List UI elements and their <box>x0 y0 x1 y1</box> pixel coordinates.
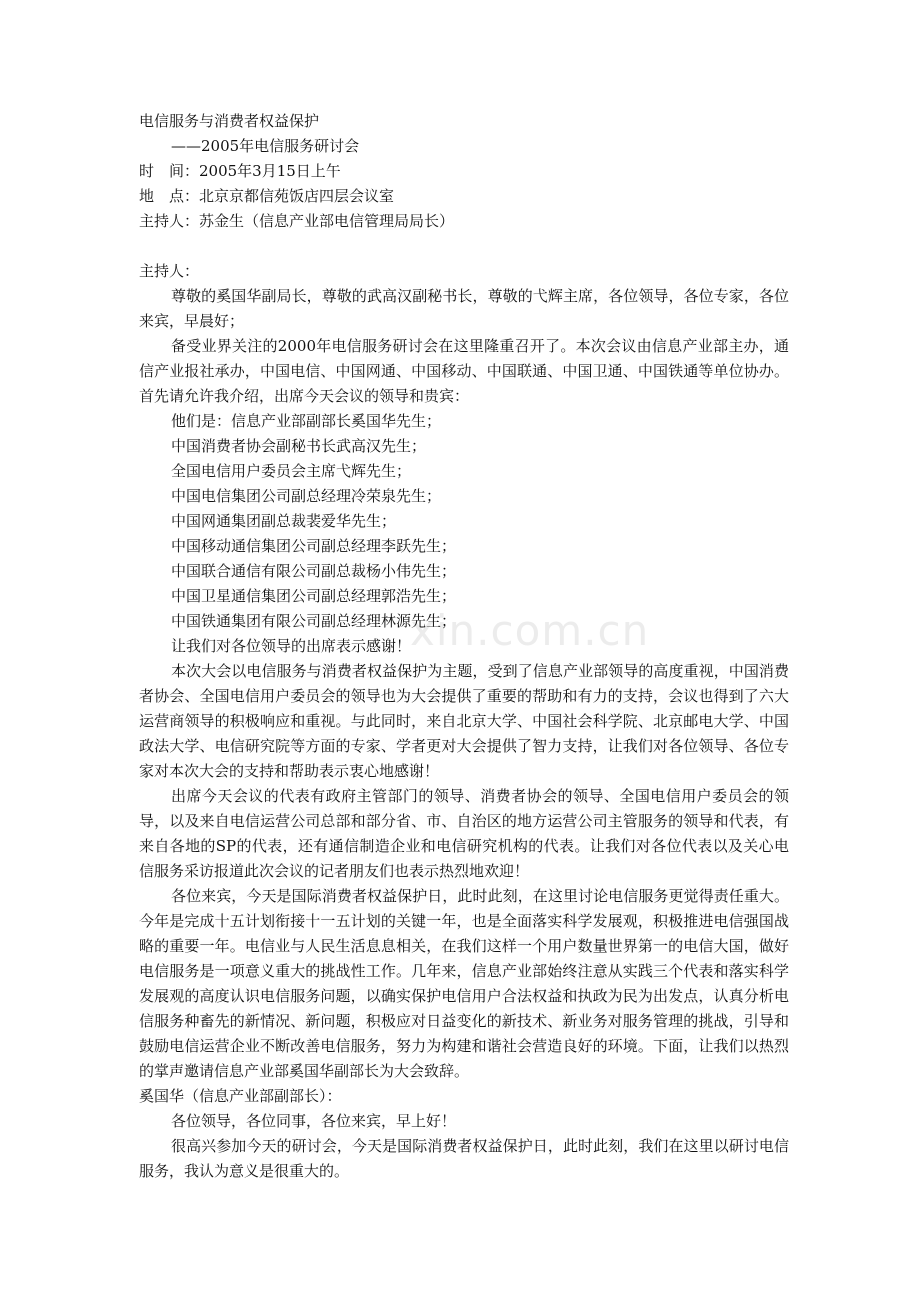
paragraph-final: 很高兴参加今天的研讨会，今天是国际消费者权益保护日，此时此刻，我们在这里以研讨电信服务，我认为意义是很重大的。 <box>139 1137 789 1180</box>
paragraph-attendees: 出席今天会议的代表有政府主管部门的领导、消费者协会的领导、全国电信用户委员会的领导，以及来自电信运营公司总部和部分省、市、自治区的地方运营公司主管服务的领导和代表，有来自各地的SP的代表，还有通信制造企业和电信研究机构的代表。让我们对各位代表以及关心电信服务采访报道此次会议的记者朋友们也表示热烈地欢迎！ <box>139 787 789 880</box>
document-subtitle: ——2005年电信服务研讨会 <box>171 137 360 155</box>
vice-minister-greeting: 各位领导，各位同事，各位来宾，早上好！ <box>171 1112 457 1130</box>
guest-item: 中国联合通信有限公司副总裁杨小伟先生； <box>171 562 457 580</box>
meeting-place: 地 点：北京京都信苑饭店四层会议室 <box>139 187 395 205</box>
speaker-label-host: 主持人： <box>139 262 200 280</box>
host-greeting: 尊敬的奚国华副局长，尊敬的武高汉副秘书长，尊敬的弋辉主席，各位领导，各位专家，各位来宾，早晨好； <box>139 287 789 330</box>
guest-item: 全国电信用户委员会主席弋辉先生； <box>171 462 412 480</box>
document-title: 电信服务与消费者权益保护 <box>139 112 320 130</box>
spacer <box>139 234 789 259</box>
speaker-label-vice-minister: 奚国华（信息产业部副部长）： <box>139 1087 342 1105</box>
guest-item: 中国消费者协会副秘书长武高汉先生； <box>171 437 427 455</box>
guest-item: 中国网通集团副总裁裴爱华先生； <box>171 512 397 530</box>
meeting-host: 主持人：苏金生（信息产业部电信管理局局长） <box>139 212 455 230</box>
guest-item: 中国铁通集团有限公司副总经理林源先生； <box>171 612 457 630</box>
thanks-line: 让我们对各位领导的出席表示感谢！ <box>171 637 412 655</box>
guest-item: 中国移动通信集团公司副总经理李跃先生； <box>171 537 457 555</box>
watermark: xin.com.cn <box>410 606 650 655</box>
document-page <box>139 109 789 1184</box>
meeting-time: 时 间：2005年3月15日上午 <box>139 162 341 180</box>
paragraph-theme: 本次大会以电信服务与消费者权益保护为主题，受到了信息产业部领导的高度重视，中国消费者协会、全国电信用户委员会的领导也为大会提供了重要的帮助和有力的支持，会议也得到了六大运营商领导的积极响应和重视。与此同时，来自北京大学、中国社会科学院、北京邮电大学、中国政法大学、电信研究院等方面的专家、学者更对大会提供了智力支持，让我们对各位领导、各位专家对本次大会的支持和帮助表示衷心地感谢！ <box>139 662 789 780</box>
guest-item: 中国卫星通信集团公司副总经理郭浩先生； <box>171 587 457 605</box>
guest-item: 中国电信集团公司副总经理冷荣泉先生； <box>171 487 442 505</box>
guest-item: 他们是：信息产业部副部长奚国华先生； <box>171 412 442 430</box>
host-intro: 备受业界关注的2000年电信服务研讨会在这里隆重召开了。本次会议由信息产业部主办，通信产业报社承办，中国电信、中国网通、中国移动、中国联通、中国卫通、中国铁通等单位协办。首先请允许我介绍，出席今天会议的领导和贵宾： <box>139 337 789 405</box>
paragraph-consumer-day: 各位来宾，今天是国际消费者权益保护日，此时此刻，在这里讨论电信服务更觉得责任重大。今年是完成十五计划衔接十一五计划的关键一年，也是全面落实科学发展观，积极推进电信强国战略的重要一年。电信业与人民生活息息相关，在我们这样一个用户数量世界第一的电信大国，做好电信服务是一项意义重大的挑战性工作。几年来，信息产业部始终注意从实践三个代表和落实科学发展观的高度认识电信服务问题，以确实保护电信用户合法权益和执政为民为出发点，认真分析电信服务种畜先的新情况、新问题，积极应对日益变化的新技术、新业务对服务管理的挑战，引导和鼓励电信运营企业不断改善电信服务，努力为构建和谐社会营造良好的环境。下面，让我们以热烈的掌声邀请信息产业部奚国华副部长为大会致辞。 <box>139 887 789 1080</box>
